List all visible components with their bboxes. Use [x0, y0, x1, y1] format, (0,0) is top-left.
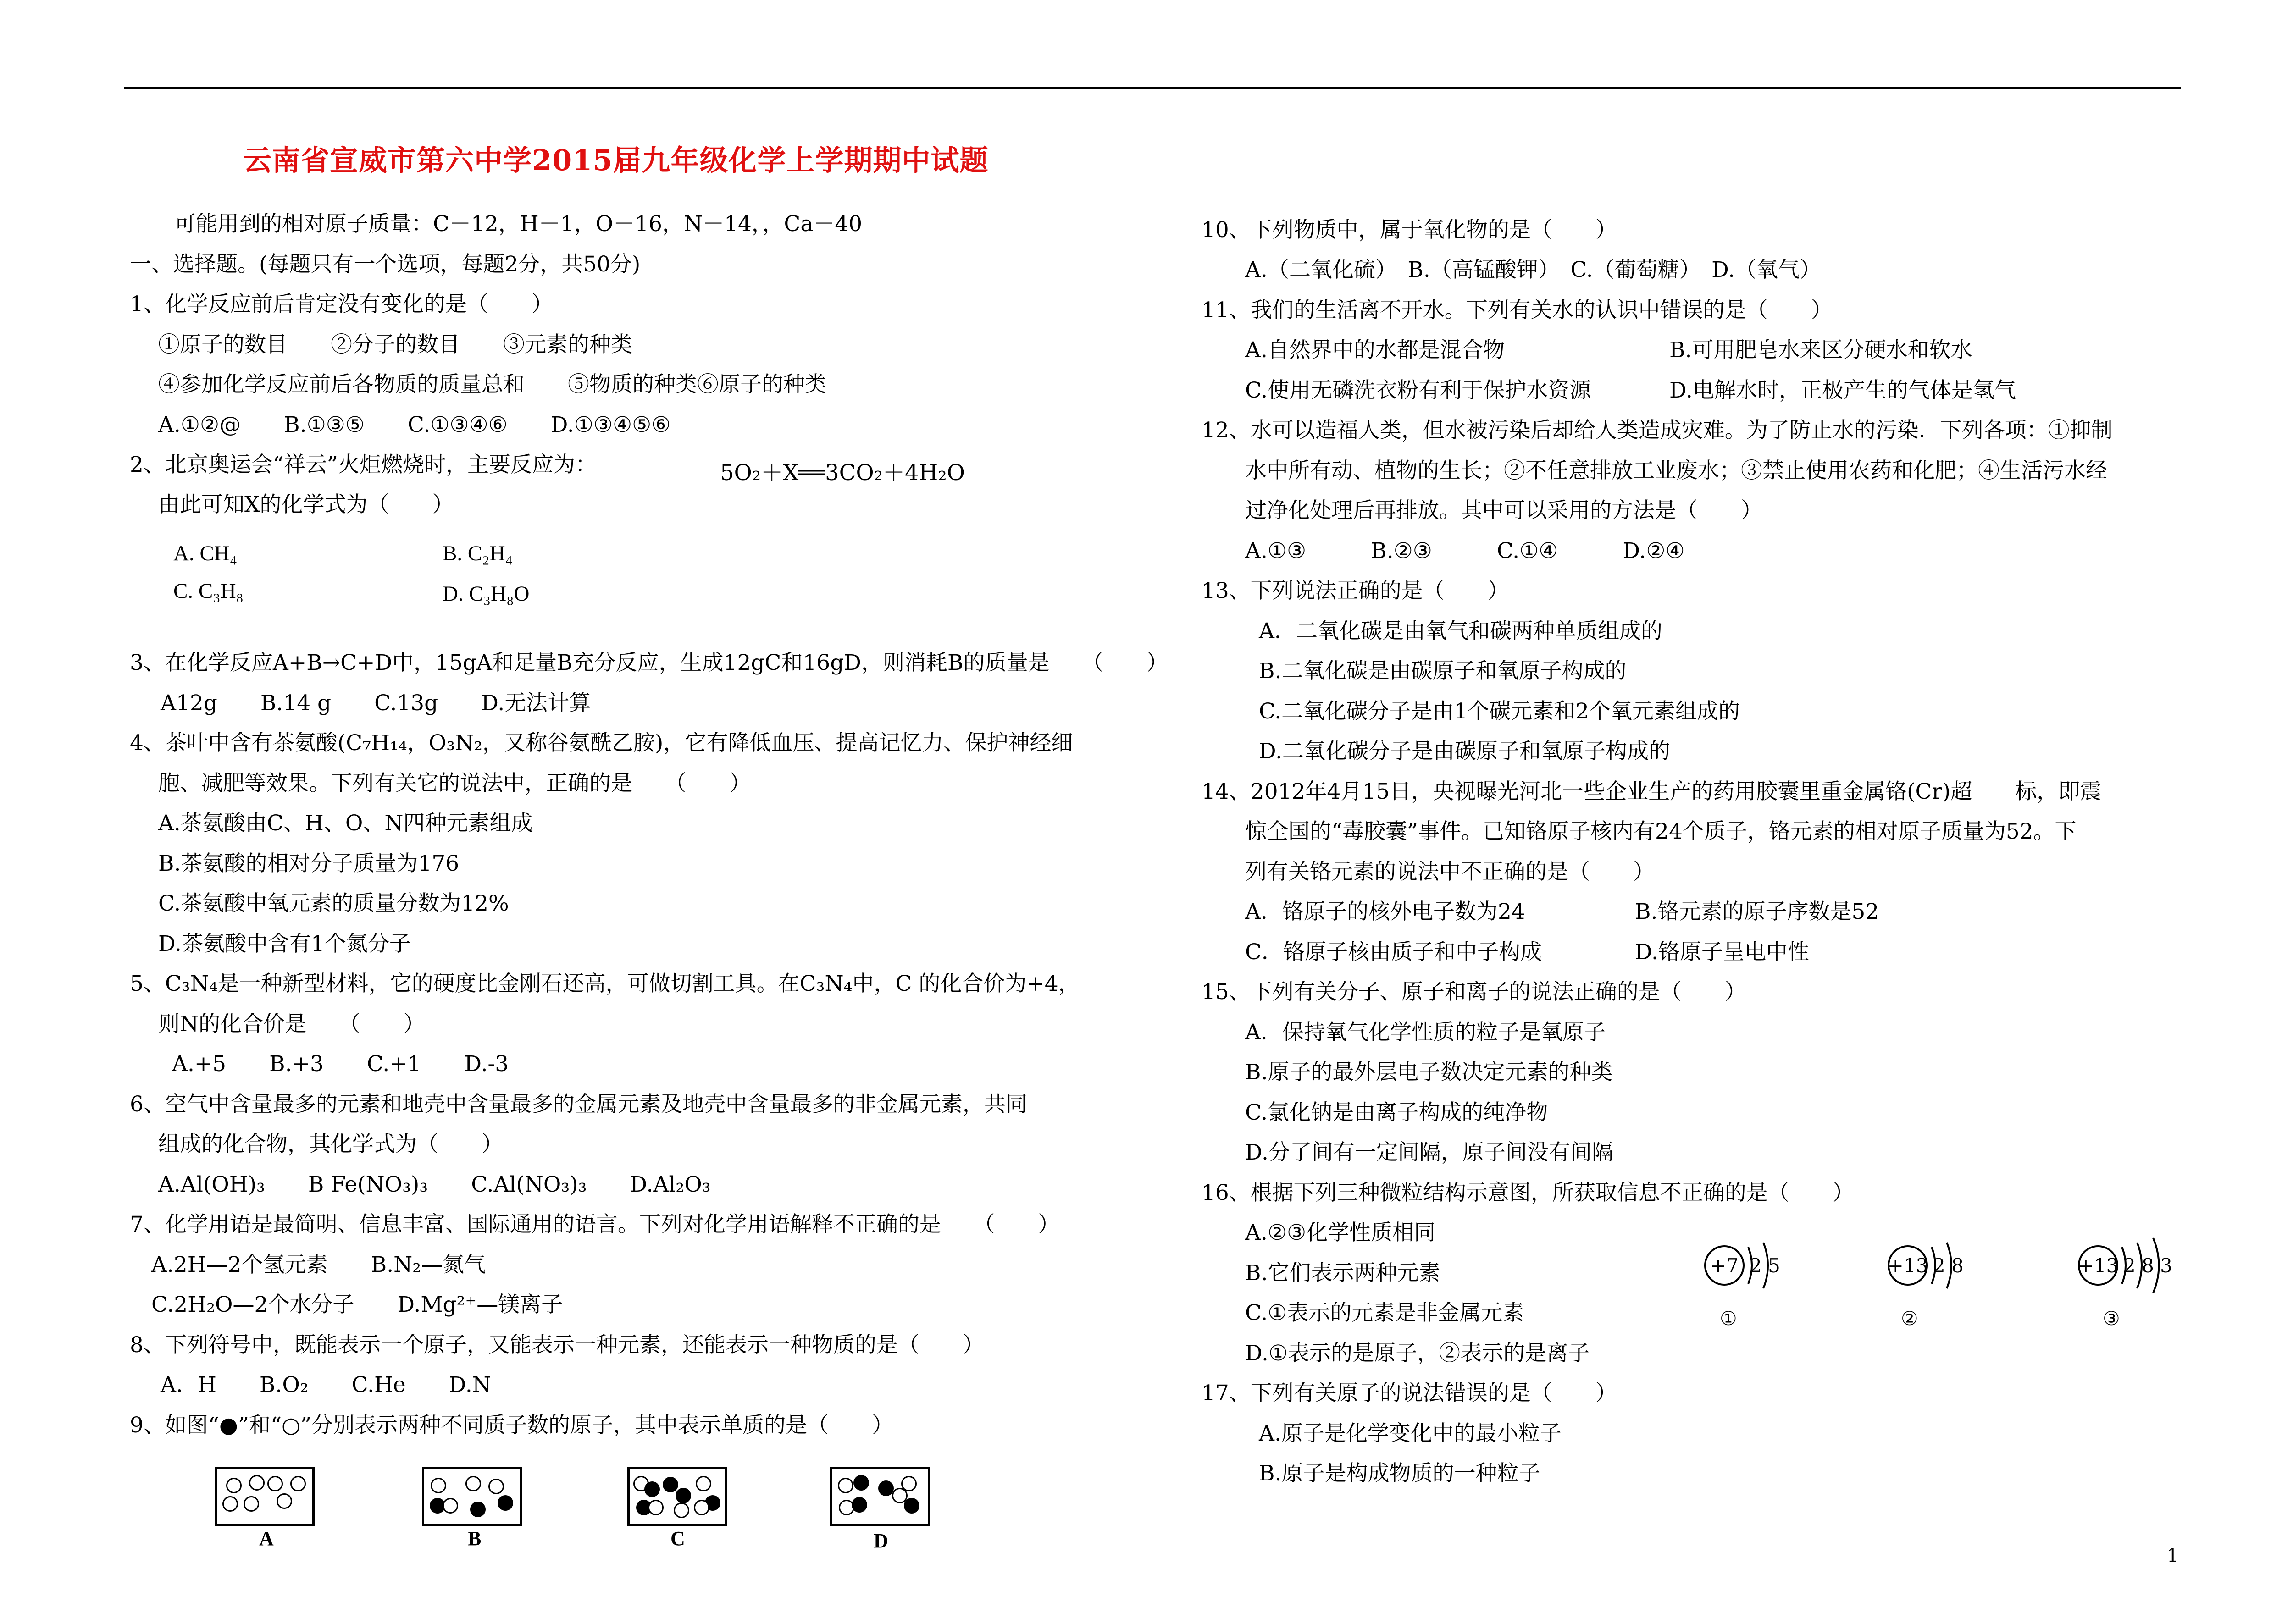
q2-line2: 由此可知X的化学式为（ ） [158, 492, 454, 517]
q13-option-b: B.二氧化碳是由碳原子和氧原子构成的 [1259, 658, 1627, 684]
q4-option-b: B.茶氨酸的相对分子质量为176 [158, 851, 460, 876]
q6-options: A.Al(OH)₃ B Fe(NO₃)₃ C.Al(NO₃)₃ D.Al₂O₃ [158, 1172, 711, 1197]
q11-option-b: B.可用肥皂水来区分硬水和软水 [1669, 337, 1972, 363]
q2-stem: 2、北京奥运会“祥云”火炬燃烧时，主要反应为： [130, 452, 597, 477]
q12-stem3: 过净化处理后再排放。其中可以采用的方法是（ ） [1245, 498, 1762, 523]
open-circle [901, 1476, 917, 1491]
q14-option-c: C．铬原子核由质子和中子构成 [1245, 939, 1542, 965]
open-circle [443, 1498, 458, 1514]
q14-option-a: A．铬原子的核外电子数为24 [1245, 899, 1525, 924]
filled-circle [878, 1480, 894, 1496]
section-heading: 一、选择题。(每题只有一个选项，每题2分，共50分) [130, 252, 641, 277]
q16-stem: 16、根据下列三种微粒结构示意图，所获取信息不正确的是（ ） [1202, 1180, 1854, 1205]
filled-circle [853, 1475, 869, 1491]
q1-line1: ①原子的数目 ②分子的数目 ③元素的种类 [158, 332, 632, 357]
q4-option-a: A.茶氨酸由C、H、O、N四种元素组成 [158, 811, 533, 836]
q2-option-c: C. C₃H₈ [173, 579, 244, 603]
filled-circle [498, 1495, 513, 1511]
q17-stem: 17、下列有关原子的说法错误的是（ ） [1202, 1381, 1617, 1406]
open-circle [244, 1496, 259, 1512]
q15-option-d: D.分了间有一定间隔，原子间没有间隔 [1245, 1140, 1613, 1165]
q8-stem: 8、下列符号中，既能表示一个原子，又能表示一种元素，还能表示一种物质的是（ ） [130, 1332, 984, 1358]
q10-stem: 10、下列物质中，属于氧化物的是（ ） [1202, 217, 1617, 243]
q15-stem: 15、下列有关分子、原子和离子的说法正确的是（ ） [1202, 979, 1746, 1005]
q13-stem: 13、下列说法正确的是（ ） [1202, 578, 1509, 603]
open-circle [648, 1500, 664, 1515]
atom1-label: ① [1720, 1307, 1737, 1330]
q10-options: A.（二氧化硫） B.（高锰酸钾） C.（葡萄糖） D.（氧气） [1245, 257, 1822, 282]
q2-equation: 5O₂＋X══3CO₂＋4H₂O [720, 460, 965, 486]
page-title: 云南省宣威市第六中学2015届九年级化学上学期期中试题 [243, 144, 989, 177]
q17-option-a: A.原子是化学变化中的最小粒子 [1259, 1421, 1562, 1446]
open-circle [674, 1502, 689, 1518]
atom2-nucleus: +13 [1887, 1254, 1928, 1277]
q9-label-b: B [468, 1527, 482, 1550]
atom3-shells: 2 8 3 [2123, 1254, 2172, 1277]
q14-option-b: B.铬元素的原子序数是52 [1635, 899, 1879, 924]
page-number: 1 [2167, 1545, 2179, 1566]
atom3-label: ③ [2103, 1307, 2120, 1330]
q7-stem: 7、化学用语是最简明、信息丰富、国际通用的语言。下列对化学用语解释不正确的是 （ ） [130, 1212, 1060, 1237]
q6-stem2: 组成的化合物，其化学式为（ ） [158, 1132, 503, 1157]
q11-option-d: D.电解水时，正极产生的气体是氢气 [1669, 378, 2016, 403]
q9-box-d [830, 1467, 930, 1526]
q16-atom-diagrams [1697, 1229, 2201, 1339]
q2-option-d: D. C₃H₈O [443, 582, 530, 606]
open-circle [694, 1500, 709, 1515]
q1-options: A.①②@ B.①③⑤ C.①③④⑥ D.①③④⑤⑥ [158, 412, 671, 437]
q6-stem: 6、空气中含量最多的元素和地壳中含量最多的金属元素及地壳中含量最多的非金属元素，共同 [130, 1092, 1027, 1117]
q15-option-c: C.氯化钠是由离子构成的纯净物 [1245, 1100, 1548, 1125]
q3-options: A12g B.14 g C.13g D.无法计算 [161, 690, 591, 716]
filled-circle [676, 1488, 691, 1503]
q4-option-c: C.茶氨酸中氧元素的质量分数为12% [158, 891, 509, 916]
q2-option-a: A. CH₄ [173, 541, 238, 565]
atom1-nucleus: +7 [1710, 1254, 1739, 1277]
q4-option-d: D.茶氨酸中含有1个氮分子 [158, 931, 411, 956]
open-circle [222, 1496, 238, 1512]
q5-stem2: 则N的化合价是 （ ） [158, 1011, 425, 1037]
atomic-masses: 可能用到的相对原子质量：C－12，H－1，O－16，N－14，，Ca－40 [174, 211, 863, 237]
q12-stem: 12、水可以造福人类，但水被污染后却给人类造成灾难。为了防止水的污染．下列各项：①抑制 [1202, 418, 2113, 443]
atom3-nucleus: +13 [2077, 1254, 2119, 1277]
q5-options: A.+5 B.+3 C.+1 D.-3 [172, 1051, 509, 1077]
q9-label-d: D [874, 1530, 888, 1552]
q15-option-a: A．保持氧气化学性质的粒子是氧原子 [1245, 1020, 1606, 1045]
open-circle [290, 1476, 306, 1491]
q9-label-c: C [670, 1527, 685, 1550]
q14-stem: 14、2012年4月15日，央视曝光河北一些企业生产的药用胶囊里重金属铬(Cr)超 标，即震 [1202, 779, 2102, 804]
filled-circle [904, 1498, 919, 1514]
q13-option-d: D.二氧化碳分子是由碳原子和氧原子构成的 [1259, 739, 1670, 764]
header-rule [124, 87, 2181, 89]
open-circle [431, 1478, 446, 1493]
open-circle [226, 1478, 242, 1493]
open-circle [488, 1479, 504, 1494]
q7-line1: A.2H—2个氢元素 B.N₂—氮气 [151, 1252, 486, 1277]
q14-stem3: 列有关铬元素的说法中不正确的是（ ） [1245, 859, 1655, 884]
q9-box-b [422, 1467, 522, 1526]
filled-circle [663, 1477, 678, 1492]
atom1-shells: 2 5 [1750, 1254, 1780, 1277]
q16-option-d: D.①表示的是原子，②表示的是离子 [1245, 1341, 1590, 1366]
q4-stem: 4、茶叶中含有茶氨酸(C₇H₁₄，O₃N₂，又称谷氨酰乙胺)，它有降低血压、提高记忆力、保护神经细 [130, 730, 1073, 756]
q16-option-b: B.它们表示两种元素 [1245, 1260, 1440, 1286]
q12-options: A.①③ B.②③ C.①④ D.②④ [1245, 538, 1685, 563]
filled-circle [470, 1502, 486, 1517]
q13-option-c: C.二氧化碳分子是由1个碳元素和2个氧元素组成的 [1259, 699, 1740, 724]
atom2-label: ② [1901, 1307, 1918, 1330]
open-circle [696, 1476, 711, 1491]
q17-option-b: B.原子是构成物质的一种粒子 [1259, 1461, 1540, 1486]
q9-stem: 9、如图“●”和“○”分别表示两种不同质子数的原子，其中表示单质的是（ ） [130, 1413, 894, 1438]
q16-option-c: C.①表示的元素是非金属元素 [1245, 1300, 1524, 1326]
q9-box-c [627, 1467, 727, 1526]
q1-stem: 1、化学反应前后肯定没有变化的是（ ） [130, 292, 553, 317]
q12-stem2: 水中所有动、植物的生长；②不任意排放工业废水；③禁止使用农药和化肥；④生活污水经 [1245, 458, 2107, 483]
q15-option-b: B.原子的最外层电子数决定元素的种类 [1245, 1060, 1613, 1085]
q11-option-a: A.自然界中的水都是混合物 [1245, 337, 1505, 363]
filled-circle [644, 1481, 660, 1497]
open-circle [267, 1476, 283, 1491]
q5-stem: 5、C₃N₄是一种新型材料，它的硬度比金刚石还高，可做切割工具。在C₃N₄中，C 的化合价为+4， [130, 971, 1080, 996]
q3-stem: 3、在化学反应A+B→C+D中，15gA和足量B充分反应，生成12gC和16gD，则消耗B的质量是 （ ） [130, 650, 1169, 675]
q9-label-a: A [259, 1527, 274, 1550]
open-circle [838, 1478, 853, 1493]
open-circle [465, 1476, 481, 1491]
open-circle [277, 1493, 292, 1509]
filled-circle [852, 1497, 867, 1513]
q14-stem2: 惊全国的“毒胶囊”事件。已知铬原子核内有24个质子，铬元素的相对原子质量为52。下 [1245, 819, 2077, 844]
atom2-shells: 2 8 [1933, 1254, 1964, 1277]
q2-option-b: B. C₂H₄ [443, 541, 513, 565]
q4-stem2: 胞、减肥等效果。下列有关它的说法中，正确的是 （ ） [158, 771, 751, 796]
open-circle [249, 1475, 265, 1491]
q11-option-c: C.使用无磷洗衣粉有利于保护水资源 [1245, 378, 1591, 403]
q7-line2: C.2H₂O—2个水分子 D.Mg²⁺—镁离子 [151, 1292, 563, 1317]
q8-options: A．H B.O₂ C.He D.N [161, 1372, 491, 1398]
q16-option-a: A.②③化学性质相同 [1245, 1220, 1436, 1245]
q9-box-a [215, 1467, 315, 1526]
q13-option-a: A．二氧化碳是由氧气和碳两种单质组成的 [1259, 619, 1662, 644]
q11-stem: 11、我们的生活离不开水。下列有关水的认识中错误的是（ ） [1202, 298, 1833, 323]
q14-option-d: D.铬原子呈电中性 [1635, 939, 1809, 965]
q1-line2: ④参加化学反应前后各物质的质量总和 ⑤物质的种类⑥原子的种类 [158, 372, 826, 397]
